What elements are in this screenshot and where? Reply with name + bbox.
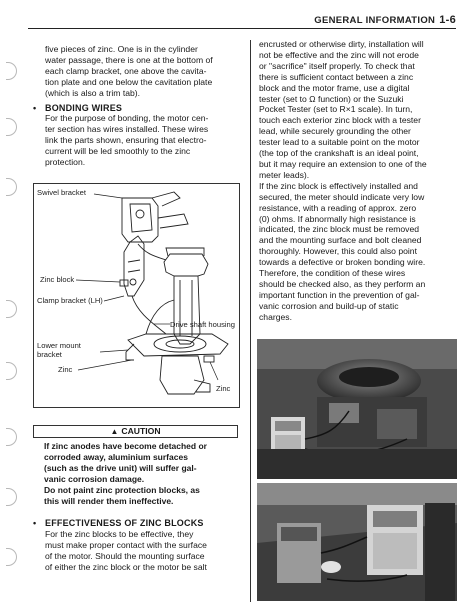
bonding-wires-heading [33, 103, 238, 114]
binder-hole [6, 118, 17, 136]
text-line: For the zinc blocks to be effective, they [45, 528, 194, 539]
text-line: must make proper contact with the surface [45, 539, 207, 550]
text-line: meter leads). [259, 169, 310, 180]
text-line: but it may require an extension to one of the [259, 158, 427, 169]
text-line: or "sacrifice" itself properly. To check that [259, 60, 415, 71]
binder-hole [6, 62, 17, 80]
page-header [28, 13, 456, 29]
binder-hole [6, 300, 17, 318]
zinc-block-label: Zinc block [40, 275, 75, 284]
drive-shaft-housing-label: Drive shaft housing [170, 320, 236, 329]
text-line: of the motor. Should the mounting surface [45, 550, 205, 561]
text-line: tester (set to Ω function) or the Suzuki [259, 93, 404, 104]
text-line: water passage, there is one at the bottom of [45, 54, 213, 65]
text-line: corroded away, aluminium surfaces [44, 451, 188, 462]
text-line: should be checked also, as they perform an [259, 278, 426, 289]
caution-box [33, 425, 238, 516]
binder-hole [6, 428, 17, 446]
bullet-icon: • [33, 102, 37, 113]
header-rule [28, 28, 456, 29]
text-line: (0) ohms. If abnormally high resistance is [259, 213, 416, 224]
text-line: encrusted or otherwise dirty, installation will [259, 39, 424, 49]
binder-holes [4, 0, 22, 613]
binder-hole [6, 548, 17, 566]
bonding-wire-diagram [33, 183, 240, 408]
text-line: thoroughly. However, this could also point [259, 246, 417, 257]
text-line: there is sufficient contact between a zinc [259, 71, 414, 82]
effectiveness-heading [33, 518, 238, 529]
text-line: block and the motor frame, use a digital [259, 82, 410, 93]
text-line: tester lead to a suitable point on the motor [259, 137, 420, 148]
clamp-bracket-label: Clamp bracket (LH) [37, 296, 103, 305]
lower-mount-bracket-label: bracket [37, 350, 62, 359]
page-title [314, 14, 456, 26]
text-line: (which is also a trim tab). [45, 87, 141, 98]
zinc-block-tester-photo [257, 483, 457, 601]
zinc-label: Zinc [216, 384, 231, 393]
text-line: charges. [259, 311, 292, 322]
text-line: touch each exterior zinc block with a tester [259, 115, 421, 126]
caution-text [44, 441, 232, 506]
text-line: each clamp bracket, one above the cavita- [45, 65, 207, 76]
text-line: protection. [45, 157, 86, 168]
page-number: 1-6 [439, 14, 456, 26]
binder-hole [6, 362, 17, 380]
swivel-bracket-label: Swivel bracket [37, 188, 86, 197]
text-line: vanic corrosion damage. [44, 473, 145, 484]
caution-title: CAUTION [121, 426, 161, 436]
text-line: resistance, with a reading of approx. zero [259, 202, 417, 213]
column-divider [250, 40, 251, 602]
text-line: towards a defective or broken bonding wire. [259, 257, 426, 268]
binder-hole [6, 488, 17, 506]
text-line: (such as the drive unit) will suffer gal- [44, 462, 197, 473]
text-line: and the mounting surface and bolt cleaned [259, 235, 422, 246]
zinc-block-tester-image [257, 483, 457, 601]
text-line: vanic corrosion and build-up of static [259, 300, 399, 311]
text-line: tion plate and one below the cavitation plate [45, 76, 213, 87]
lower-mount-label: Lower mount [37, 341, 81, 350]
section-title: GENERAL INFORMATION [314, 15, 436, 26]
text-line: For the purpose of bonding, the motor cen- [45, 113, 209, 124]
text-line: Do not paint zinc protection blocks, as [44, 484, 200, 495]
engine-tester-photo [257, 339, 457, 479]
text-line: of either the zinc block or the motor be salt [45, 561, 207, 572]
text-line: ter section has wires installed. These wires [45, 124, 209, 135]
text-line: not be effective and the zinc will not erode [259, 49, 419, 60]
text-line: lead, while securely grounding the other [259, 126, 411, 137]
heading-text: BONDING WIRES [45, 102, 123, 113]
caution-header [33, 425, 238, 438]
heading-text: EFFECTIVENESS OF ZINC BLOCKS [45, 518, 204, 528]
text-line: Pocket Tester (set to R×1 scale). In turn, [259, 104, 413, 115]
effectiveness-section [33, 518, 238, 573]
bullet-icon: • [33, 518, 37, 528]
left-column-intro [33, 44, 238, 168]
text-line: five pieces of zinc. One is in the cylinder [45, 44, 198, 54]
engine-tester-image [257, 339, 457, 479]
text-line: link the parts shown, ensuring that electro- [45, 135, 207, 146]
text-line: current will be led smoothly to the zinc [45, 146, 191, 157]
text-line: If zinc anodes have become detached or [44, 441, 207, 451]
text-line: secured, the meter should indicate very low [259, 191, 425, 202]
right-column-text [259, 39, 457, 323]
text-line: If the zinc block is effectively installed and [259, 180, 418, 191]
binder-hole [6, 178, 17, 196]
zinc-label: Zinc [58, 365, 73, 374]
warning-triangle-icon: ▲ [110, 427, 119, 436]
text-line: this will render them ineffective. [44, 495, 174, 506]
text-line: (the top of the crankshaft is an ideal point, [259, 148, 419, 159]
text-line: indicated, the zinc block must be removed [259, 224, 420, 235]
text-line: important function in the prevention of gal- [259, 289, 420, 300]
text-line: Therefore, the condition of these wires [259, 268, 406, 279]
